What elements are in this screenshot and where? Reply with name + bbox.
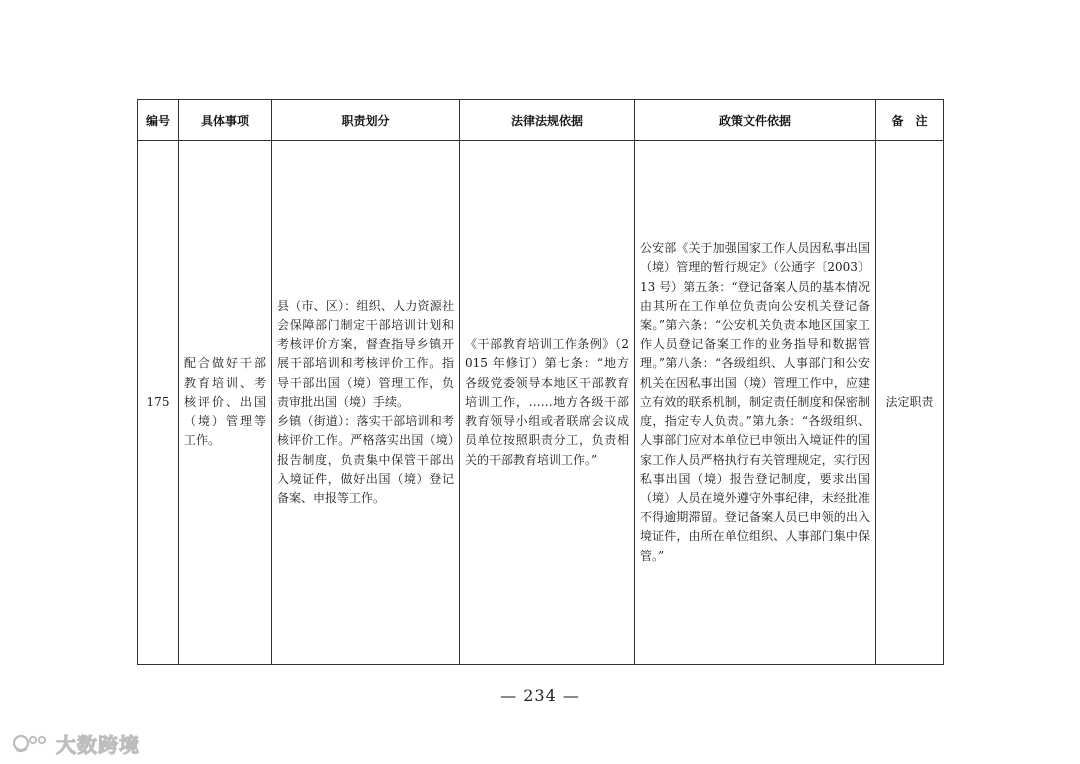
row-remarks-text: 法定职责	[885, 394, 934, 409]
row-law	[460, 141, 635, 665]
watermark-text: 大数跨境	[56, 732, 140, 757]
header-number: 编号	[138, 100, 179, 141]
row-item	[179, 141, 272, 665]
header-duties: 职责划分	[272, 100, 460, 141]
table-header-row	[138, 100, 944, 141]
row-remarks	[876, 141, 944, 665]
row-law-text: 《干部教育培训工作条例》（2015 年修订）第七条：“地方各级党委领导本地区干部教育培训工作，……地方各级干部教育领导小组或者联席会议成员单位按照职责分工，负责相关的干部教育培训工作。”	[465, 337, 629, 467]
row-number	[138, 141, 179, 665]
row-number-text: 175	[146, 394, 170, 409]
header-remarks: 备 注	[876, 100, 944, 141]
page-number: — 234 —	[500, 686, 580, 705]
row-duties-township: 乡镇（街道）：落实干部培训和考核评价工作。严格落实出国（境）报告制度，负责集中保管干部出入境证件，做好出国（境）登记备案、申报等工作。	[277, 414, 454, 505]
table-row	[138, 141, 944, 665]
row-duties	[272, 141, 460, 665]
row-policy	[635, 141, 876, 665]
duty-table	[137, 99, 944, 665]
header-policy: 政策文件依据	[635, 100, 876, 141]
logo-icon	[12, 732, 52, 754]
row-duties-county: 县（市、区）：组织、人力资源社会保障部门制定干部培训计划和考核评价方案，督查指导乡镇开展干部培训和考核评价工作。指导干部出国（境）管理工作，负责审批出国（境）手续。	[277, 298, 454, 409]
header-item: 具体事项	[179, 100, 272, 141]
row-policy-text: 公安部《关于加强国家工作人员因私事出国（境）管理的暂行规定》（公通字〔2003〕13 号）第五条：“登记备案人员的基本情况由其所在工作单位负责向公安机关登记备案。”第六条：“公安机关负责本地区国家工作人员登记备案工作的业务指导和数据管理。”第八条：“各级组织、人事部门和公安机关在因私事出国（境）管理工作中，应建立有效的联系机制，制定责任制度和保密制度，指定专人负责。”第九条：“各级组织、人事部门应对本单位已申领出入境证件的国家工作人员严格执行有关管理规定，实行因私事出国（境）报告登记制度，要求出国（境）人员在境外遵守外事纪律，未经批准不得逾期滞留。登记备案人员已申领的出入境证件，由所在单位组织、人事部门集中保管。”	[640, 241, 870, 563]
row-item-text: 配合做好干部教育培训、考核评价、出国（境）管理等工作。	[184, 356, 266, 448]
watermark	[12, 730, 140, 756]
header-law: 法律法规依据	[460, 100, 635, 141]
